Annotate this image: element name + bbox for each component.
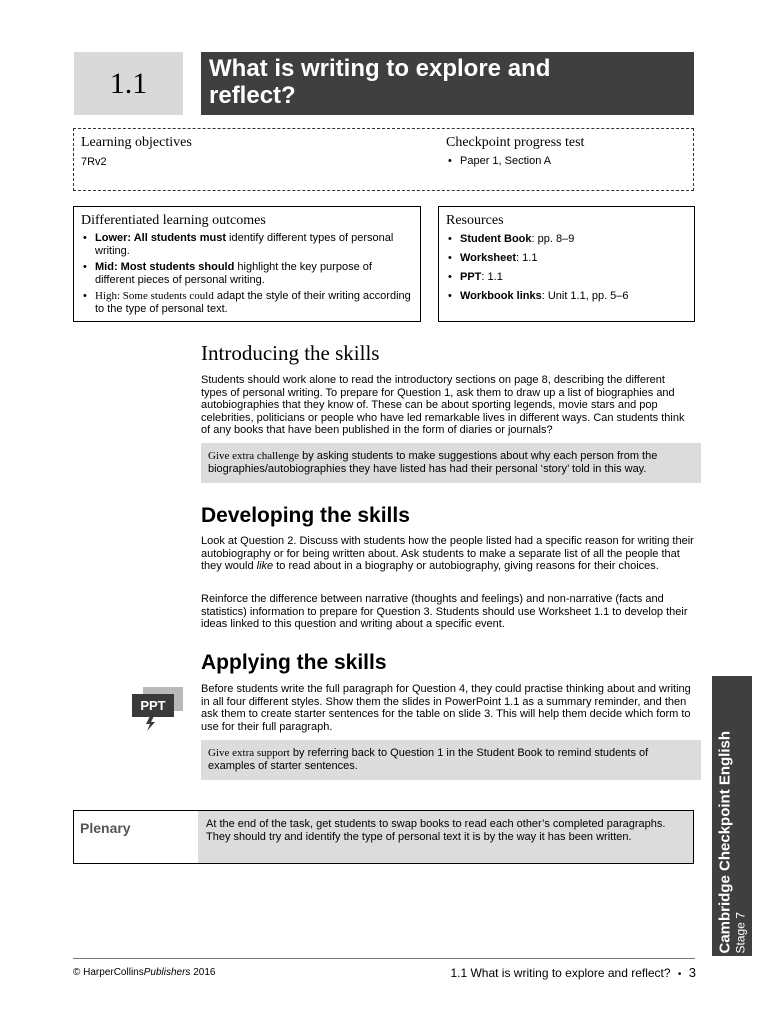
checkpoint-list xyxy=(446,155,676,171)
objectives-box xyxy=(73,128,694,191)
outcome-item: • Lower: All students must identify different types of personal writing. xyxy=(81,232,413,258)
resources-list xyxy=(446,233,687,303)
page-number: 3 xyxy=(688,965,696,980)
unit-number: 1.1 xyxy=(109,66,148,100)
extra-challenge-callout xyxy=(201,443,701,483)
side-tab-stage: Stage 7 xyxy=(733,912,748,954)
developing-paragraph-1: Look at Question 2. Discuss with students how the people listed had a specific reason for writing their autobiography or for being written about. Ask students to make a separate list of all the people that they would like to read about in a biography or autobiography, giving reasons for their choices. xyxy=(201,535,694,572)
resource-item: • Workbook links: Unit 1.1, pp. 5–6 xyxy=(446,290,687,303)
resource-item: • PPT: 1.1 xyxy=(446,271,687,284)
ppt-icon-label: PPT xyxy=(132,694,174,717)
outcome-item: • High: Some students could adapt the style of their writing according to the type of personal text. xyxy=(81,290,413,316)
title-line-2: reflect? xyxy=(209,82,296,109)
lightning-icon xyxy=(144,716,160,732)
footer-rule xyxy=(73,958,695,959)
title-line-1: What is writing to explore and xyxy=(209,55,551,82)
checkpoint-item: • Paper 1, Section A xyxy=(446,155,676,168)
resources-panel xyxy=(438,206,695,322)
introducing-heading: Introducing the skills xyxy=(201,341,380,365)
checkpoint-heading: Checkpoint progress test xyxy=(446,135,585,150)
plenary-box xyxy=(73,810,694,864)
side-tab-title: Cambridge Checkpoint English xyxy=(716,730,734,954)
side-tab xyxy=(712,676,752,956)
introducing-paragraph: Students should work alone to read the introductory sections on page 8, describing the different types of personal writing. To prepare for Question 1, ask them to draw up a list of biographies and autobiographies that they know of. These can be about sporting legends, movie stars and pop celebrities, politicians or people who have led remarkable lives in different ways. Can students think of any books that have been published in the form of diaries or journals? xyxy=(201,374,685,436)
footer-section xyxy=(450,965,696,980)
footer-section-title: 1.1 What is writing to explore and reflect? xyxy=(450,966,671,980)
outcome-item: • Mid: Most students should highlight the key purpose of different pieces of personal writing. xyxy=(81,261,413,287)
resources-heading: Resources xyxy=(446,213,504,228)
resource-item: • Worksheet: 1.1 xyxy=(446,252,687,265)
developing-paragraph-2: Reinforce the difference between narrative (thoughts and feelings) and non-narrative (facts and statistics) information to prepare for Question 3. Students should use Worksheet 1.1 to develop their ideas linked to this question and writing about a specific event. xyxy=(201,593,688,630)
learning-objectives-code: 7Rv2 xyxy=(81,156,107,168)
callout-label: Give extra challenge xyxy=(208,450,300,462)
outcomes-panel xyxy=(73,206,421,322)
outcomes-list xyxy=(81,232,413,316)
applying-paragraph: Before students write the full paragraph for Question 4, they could practise thinking about and writing in all four different styles. Show them the slides in PowerPoint 1.1 as a summary reminder, and then ask them to create starter sentences for the table on slide 3. This will help them decide which form to use for their full paragraph. xyxy=(201,683,691,733)
callout-text: by referring back to Question 1 in the Student Book to remind students of examples of starter sentences. xyxy=(208,747,649,772)
plenary-text: At the end of the task, get students to swap books to read each other’s completed paragraphs. They should try and identify the type of personal text it is by the way it has been written. xyxy=(198,811,693,863)
extra-support-callout xyxy=(201,740,701,780)
plenary-label: Plenary xyxy=(80,820,131,836)
resource-item: • Student Book: pp. 8–9 xyxy=(446,233,687,246)
outcomes-heading: Differentiated learning outcomes xyxy=(81,213,266,228)
callout-text: by asking students to make suggestions about why each person from the biographies/autobiographies they have listed has had their personal ‘story’ told in this way. xyxy=(208,450,658,475)
footer-copyright: © HarperCollinsPublishers 2016 xyxy=(73,967,216,978)
footer-separator: • xyxy=(677,969,682,980)
plenary-label-cell xyxy=(74,811,198,863)
page-title xyxy=(201,52,694,115)
unit-number-box xyxy=(74,52,183,115)
ppt-icon xyxy=(130,687,186,733)
developing-heading: Developing the skills xyxy=(201,504,410,527)
callout-label: Give extra support xyxy=(208,747,290,759)
learning-objectives-heading: Learning objectives xyxy=(81,135,192,150)
applying-heading: Applying the skills xyxy=(201,651,387,674)
